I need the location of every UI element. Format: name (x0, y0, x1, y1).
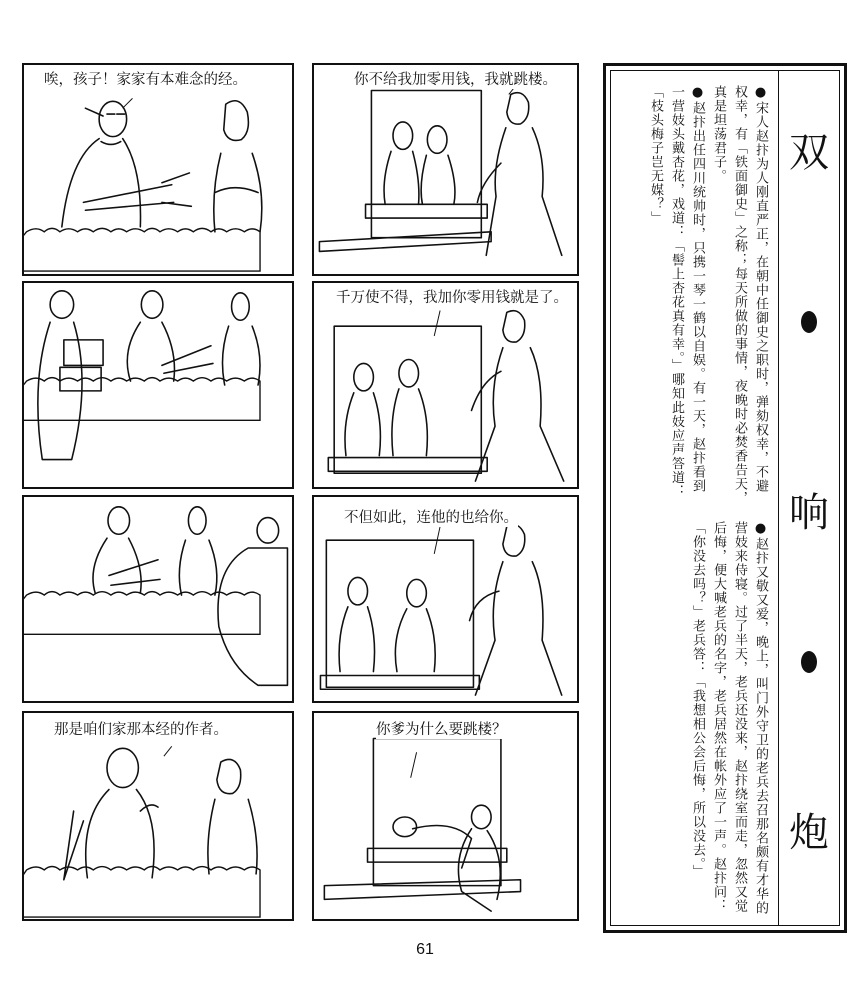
panel-6-drawing (314, 497, 577, 701)
paragraph-1-text: 宋人赵抃为人刚直严正，在朝中任御史之职时，弹劾权幸，不避权幸，有「铁面御史」之称；每天所做的事情，夜晚时必焚香告天，真是坦荡君子。 (711, 85, 768, 505)
paragraph-3-text: 赵抃又敬又爱，晚上，叫门外守卫的老兵去召那名颇有才华的营妓来侍寝。过了半天，老兵还没来，赵抃绕室而走，忽然又觉后悔，便大喊老兵的名字，老兵居然在帐外应了一声。赵抃问：「你没去吗？」老兵答：「我想相公会后悔，所以没去。」 (690, 521, 768, 915)
bullet-icon: ● (690, 85, 705, 101)
comic-panel-2 (312, 63, 579, 276)
comic-panel-8 (312, 711, 579, 921)
title-char-3: 炮 (789, 810, 829, 856)
panel-7-caption: 那是咱们家那本经的作者。 (54, 722, 228, 738)
page-number: 61 (416, 941, 434, 958)
panel-2-drawing (314, 65, 577, 274)
panel-2-caption: 你不给我加零用钱，我就跳楼。 (354, 72, 557, 88)
panel-7-drawing (24, 713, 292, 919)
sidebar-lower-text (621, 521, 771, 921)
panel-4-caption: 千万使不得，我加你零用钱就是了。 (336, 290, 568, 306)
panel-1-caption: 唉，孩子！家家有本难念的经。 (44, 72, 247, 88)
comic-panel-7 (22, 711, 294, 921)
panel-4-drawing (314, 283, 577, 487)
panel-8-drawing (314, 713, 577, 919)
sidebar-inner-frame (610, 70, 840, 926)
panel-1-drawing (24, 65, 292, 274)
sidebar-title-column (778, 71, 839, 925)
comic-panel-5 (22, 495, 294, 703)
comic-panel-6 (312, 495, 579, 703)
sidebar-paragraph-2 (645, 85, 708, 505)
panel-6-caption: 不但如此，连他的也给你。 (344, 510, 518, 526)
bullet-icon: ● (753, 521, 768, 537)
sidebar-text-box (603, 63, 847, 933)
paragraph-2-text: 赵抃出任四川统帅时，只携一琴一鹤以自娱。有一天，赵抃看到一营妓头戴杏花，戏道：「髻上杏花真有幸。」哪知此妓应声答道：「枝头梅子岂无媒？」 (648, 85, 705, 499)
panel-3-drawing (24, 283, 292, 487)
title-char-1: 双 (789, 130, 829, 176)
comic-panel-3 (22, 281, 294, 489)
panel-5-drawing (24, 497, 292, 701)
title-dot-2 (801, 651, 817, 673)
title-dot-1 (801, 311, 817, 333)
title-char-2: 响 (789, 490, 829, 536)
comic-panel-1 (22, 63, 294, 276)
sidebar-paragraph-3 (687, 521, 771, 921)
bullet-icon: ● (753, 85, 768, 101)
comic-panel-4 (312, 281, 579, 489)
panel-8-caption: 你爹为什么要跳楼？ (376, 722, 507, 738)
sidebar-paragraph-1 (708, 85, 771, 505)
sidebar-upper-text (621, 85, 771, 505)
